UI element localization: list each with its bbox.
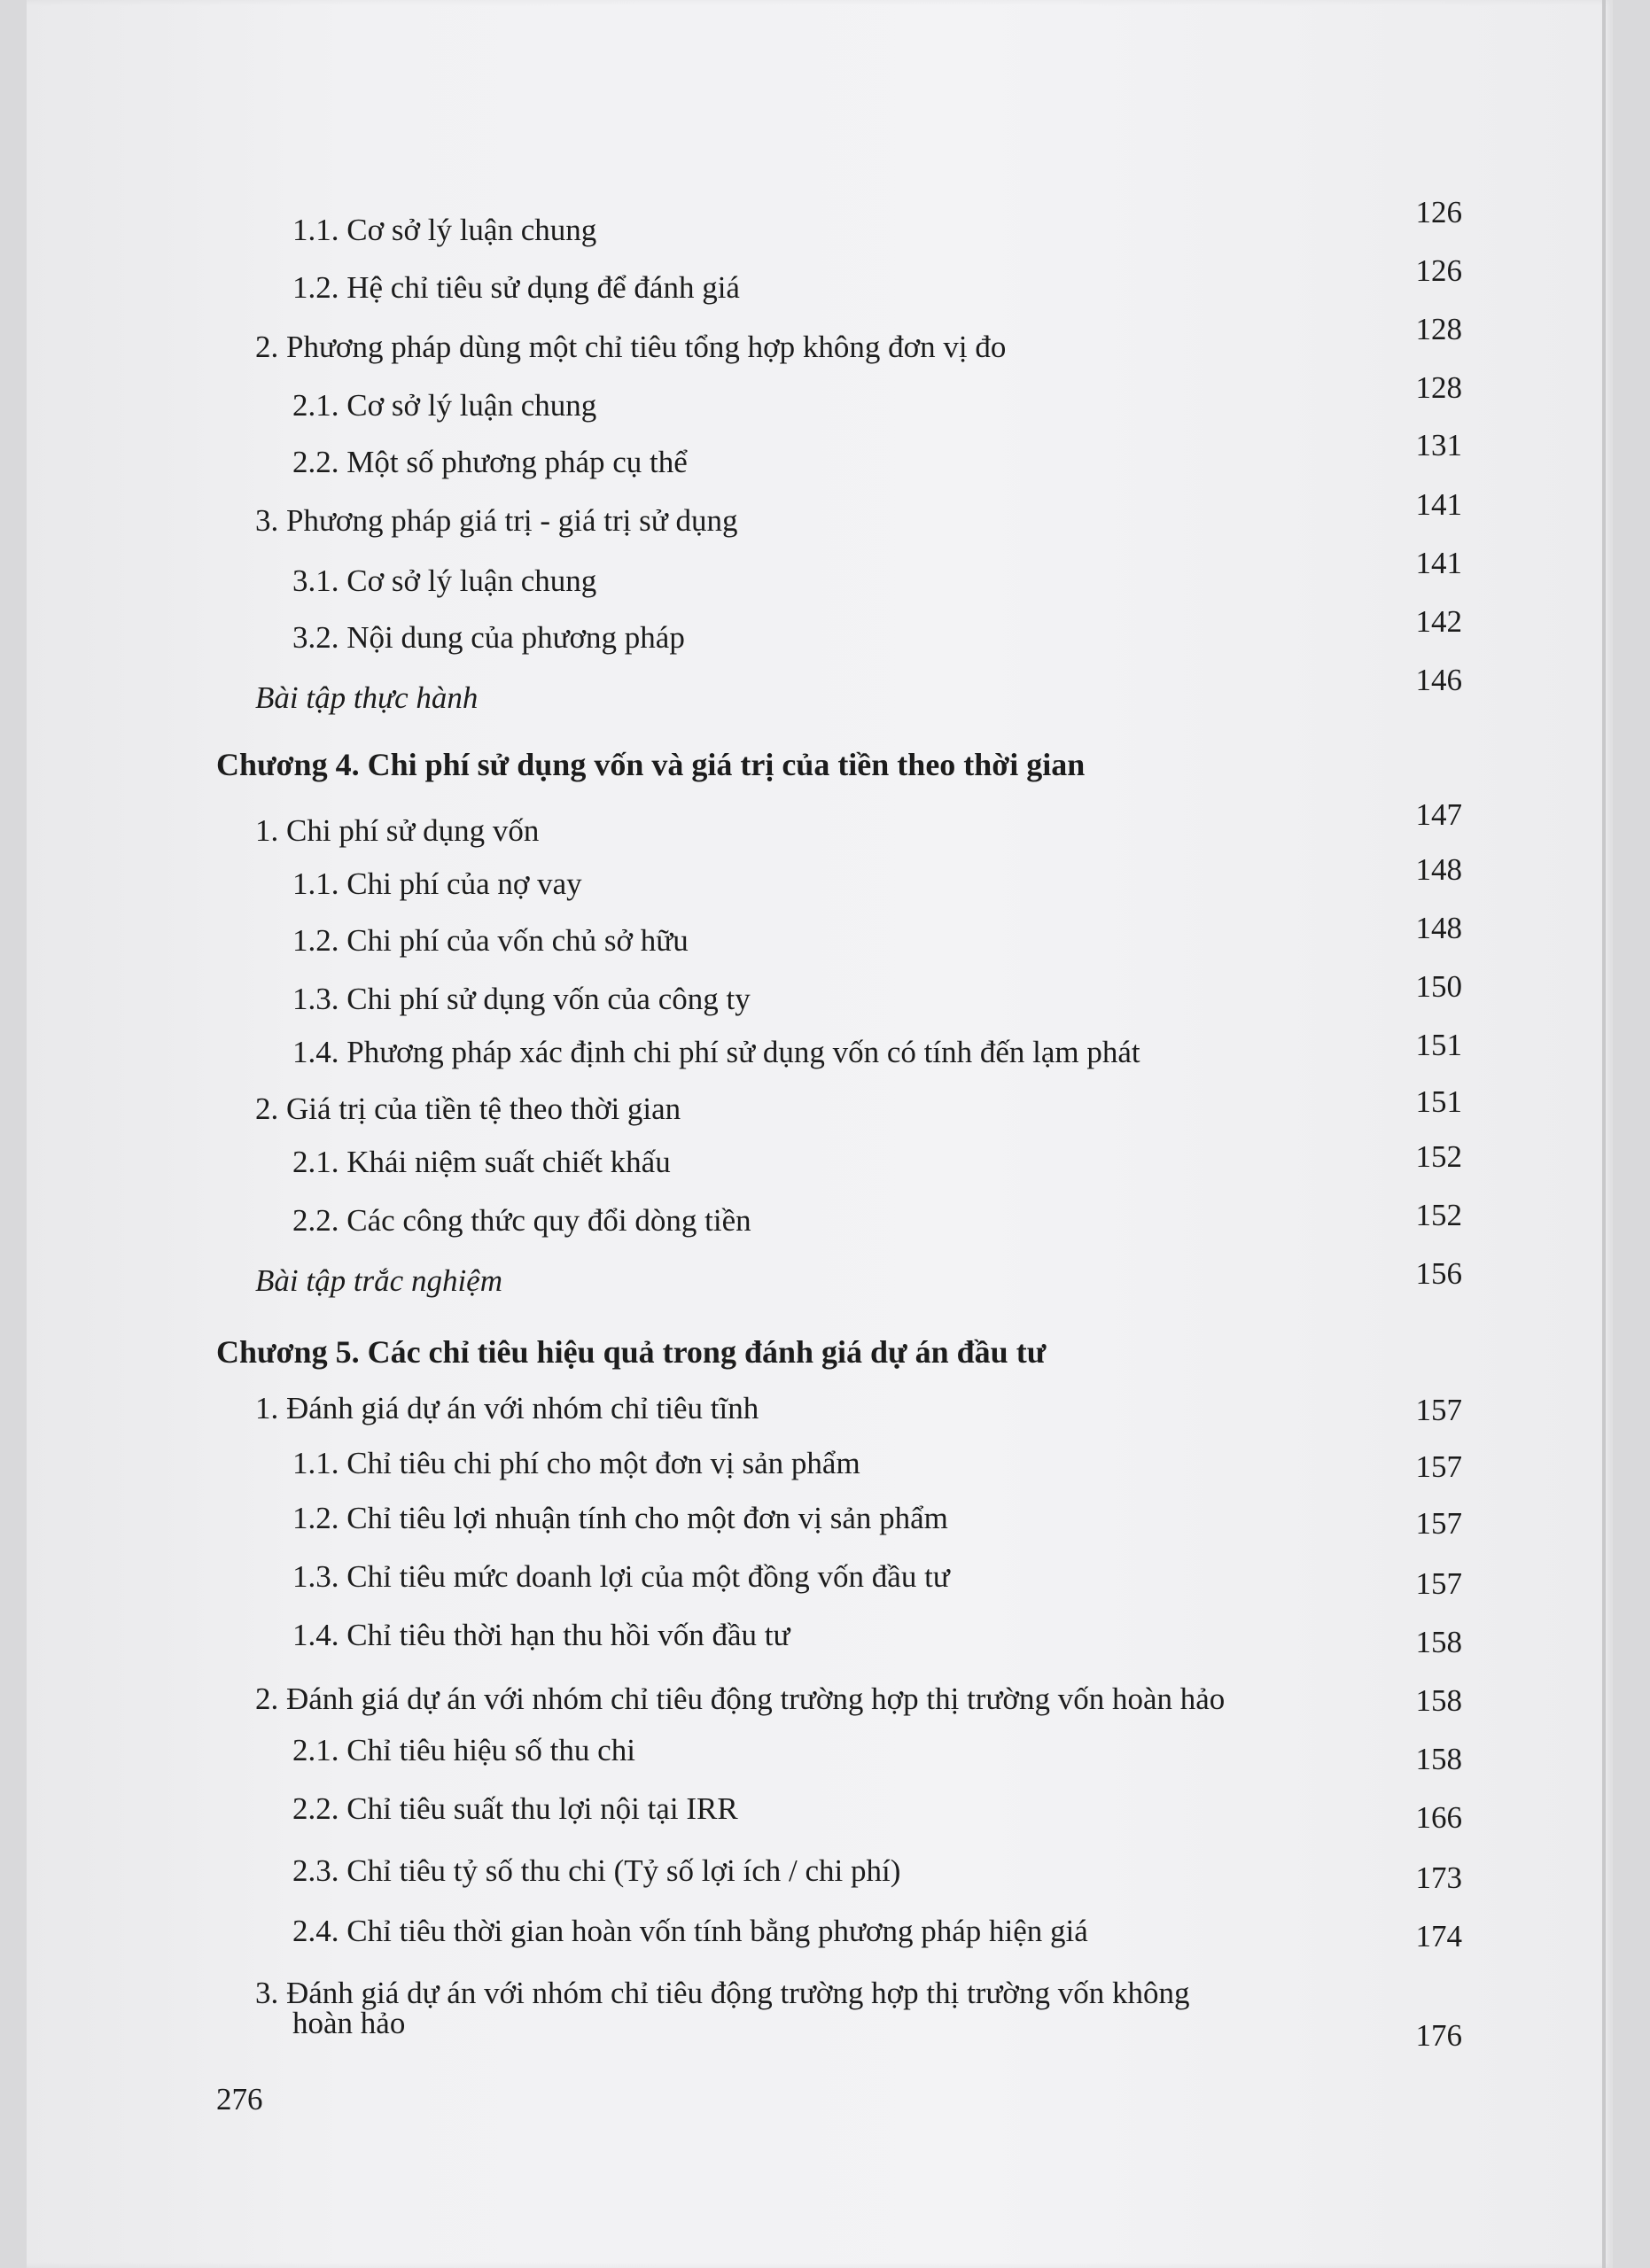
toc-page-number: 157 (1415, 1449, 1462, 1484)
table-of-contents: 1.1. Cơ sở lý luận chung 126 1.2. Hệ chỉ tiêu sử dụng để đánh giá 126 2. Phương pháp dùng một chỉ tiêu tổng hợp không đơn vị đo 128 2.1. Cơ sở lý luận chung 128 2.2. Một số phương pháp cụ thể 131 3. Phương pháp giá trị - giá trị sử dụng 141 3.1. Cơ sở lý luận chung 141 3.2. Nội dung của phương pháp 142 Bài tập thực hành 146 Chương 4. Chi phí sử dụng vốn và giá trị của tiền theo thời gian 1. Chi phí sử dụng vốn 147 1.1. Chi phí của nợ vay 148 1.2. Chi phí của vốn chủ sở hữu 148 1.3. Chi phí sử dụng vốn của công ty 150 1.4. Phương pháp xác định chi phí sử dụng vốn có tính đến lạm phát 151 2. Giá trị của tiền tệ theo thời gian 151 2.1. Khái niệm suất chiết khấu 152 2.2. Các công thức quy đổi dòng tiền 152 Bài tập trắc nghiệm 156 Chương 5. Các chỉ tiêu hiệu quả trong đánh giá dự án đầu tư 1. Đánh giá dự án với nhóm chỉ tiêu tĩnh 157 1.1. Chỉ tiêu chi phí cho một đơn vị sản phẩm 157 1.2. Chỉ tiêu lợi nhuận tính cho một đơn vị sản phẩm 157 1.3. Chỉ tiêu mức doanh lợi của một đồng vốn đầu tư 157 1.4. Chỉ tiêu thời hạn thu hồi vốn đầu tư 158 2. Đánh giá dự án với nhóm chỉ tiêu động trường hợp thị trường vốn hoàn hảo 158 2.1. Chỉ tiêu hiệu số thu chi 158 2.2. Chỉ tiêu suất thu lợi nội tại IRR 166 2.3. Chỉ tiêu tỷ số thu chi (Tỷ số lợi ích / chi phí) 173 2.4. Chỉ tiêu thời gian hoàn vốn tính bằng phương pháp hiện giá 174 3. Đánh giá dự án với nhóm chỉ tiêu động trường hợp thị trường vốn không hoàn hảo 176 276 (216, 195, 1462, 2117)
toc-page-number: 158 (1415, 1742, 1462, 1776)
page-number-footer: 276 (216, 2082, 263, 2117)
toc-page-number: 128 (1415, 370, 1462, 405)
toc-page-number: 157 (1415, 1506, 1462, 1541)
toc-page-number: 147 (1415, 797, 1462, 832)
toc-page-number: 166 (1415, 1800, 1462, 1835)
toc-page-number: 142 (1415, 604, 1462, 639)
toc-page-number: 131 (1415, 428, 1462, 462)
toc-page-number: 151 (1415, 1084, 1462, 1119)
toc-page-number: 126 (1415, 253, 1462, 288)
toc-page-number: 148 (1415, 852, 1462, 887)
toc-page-number: 176 (1415, 2018, 1462, 2053)
toc-page-number: 157 (1415, 1393, 1462, 1427)
toc-page-number: 152 (1415, 1139, 1462, 1174)
toc-page-number: 126 (1415, 195, 1462, 229)
toc-page-number: 173 (1415, 1860, 1462, 1895)
toc-page-number: 156 (1415, 1256, 1462, 1291)
toc-page-number: 158 (1415, 1625, 1462, 1659)
toc-page-number: 152 (1415, 1198, 1462, 1232)
toc-page-number: 148 (1415, 911, 1462, 945)
toc-page-number: 141 (1415, 546, 1462, 580)
toc-page-number: 150 (1415, 969, 1462, 1004)
toc-page-number: 157 (1415, 1566, 1462, 1601)
toc-page-number: 158 (1415, 1683, 1462, 1718)
toc-page-number: 151 (1415, 1028, 1462, 1062)
toc-page-number: 174 (1415, 1919, 1462, 1953)
toc-page-number: 128 (1415, 312, 1462, 346)
toc-page-number: 141 (1415, 487, 1462, 522)
toc-page-number: 146 (1415, 663, 1462, 697)
